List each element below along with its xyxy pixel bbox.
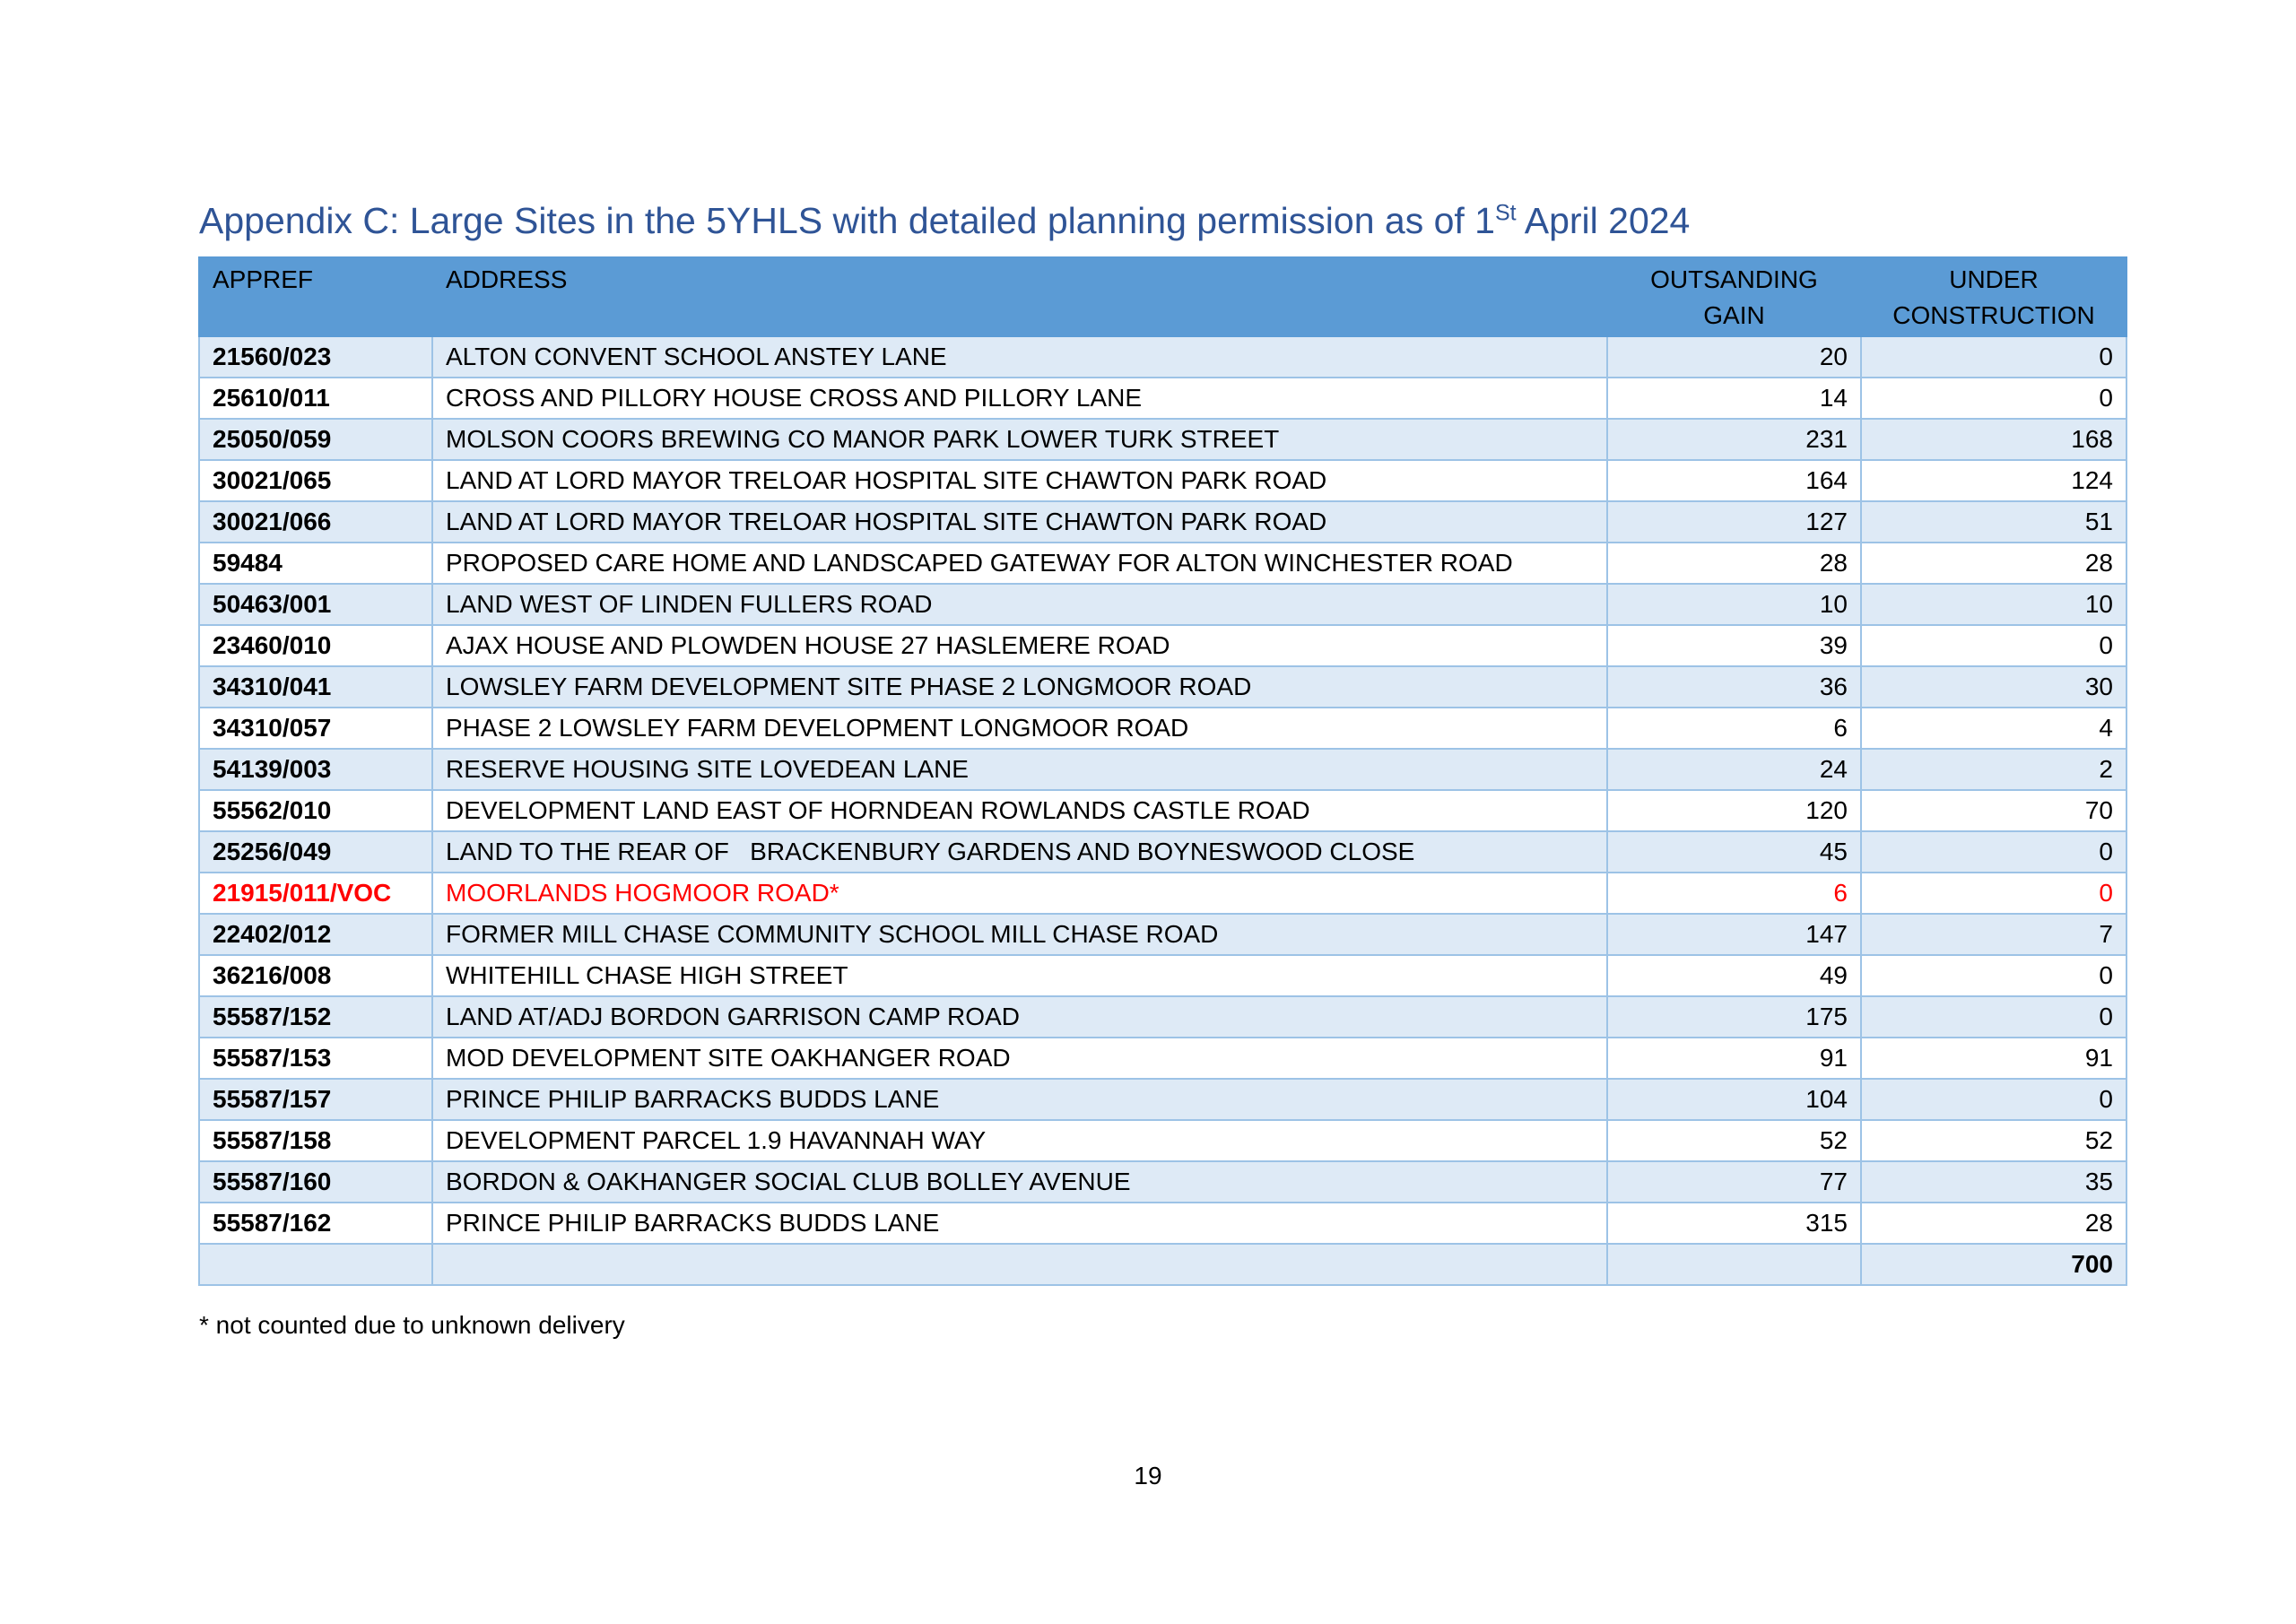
table-row	[199, 584, 2126, 625]
cell-address: DEVELOPMENT PARCEL 1.9 HAVANNAH WAY	[432, 1120, 1607, 1161]
footnote: * not counted due to unknown delivery	[199, 1311, 625, 1339]
cell-gain: 231	[1607, 419, 1861, 460]
cell-address: WHITEHILL CHASE HIGH STREET	[432, 955, 1607, 996]
cell-address: AJAX HOUSE AND PLOWDEN HOUSE 27 HASLEMERE ROAD	[432, 625, 1607, 666]
table-row	[199, 1079, 2126, 1120]
cell-gain: 14	[1607, 378, 1861, 419]
cell-under-construction: 70	[1861, 790, 2126, 831]
cell-address: PRINCE PHILIP BARRACKS BUDDS LANE	[432, 1203, 1607, 1244]
cell-under-construction: 0	[1861, 955, 2126, 996]
cell-gain: 49	[1607, 955, 1861, 996]
table-row	[199, 790, 2126, 831]
cell-under-construction: 28	[1861, 543, 2126, 584]
table-row	[199, 955, 2126, 996]
heading-text: Appendix C: Large Sites in the 5YHLS with detailed planning permission as of 1	[199, 200, 1495, 241]
cell-under-construction: 0	[1861, 378, 2126, 419]
cell-appref: 30021/066	[199, 501, 432, 543]
cell-appref: 55562/010	[199, 790, 432, 831]
cell-gain: 28	[1607, 543, 1861, 584]
cell-address: PROPOSED CARE HOME AND LANDSCAPED GATEWAY FOR ALTON WINCHESTER ROAD	[432, 543, 1607, 584]
cell-gain: 39	[1607, 625, 1861, 666]
cell-gain: 120	[1607, 790, 1861, 831]
cell-address: DEVELOPMENT LAND EAST OF HORNDEAN ROWLANDS CASTLE ROAD	[432, 790, 1607, 831]
header-gain-line1: OUTSANDING	[1650, 265, 1818, 293]
cell-appref: 55587/157	[199, 1079, 432, 1120]
cell-gain: 24	[1607, 749, 1861, 790]
cell-appref: 36216/008	[199, 955, 432, 996]
page-number: 19	[1134, 1462, 1162, 1489]
cell-address: BORDON & OAKHANGER SOCIAL CLUB BOLLEY AVENUE	[432, 1161, 1607, 1203]
table-row	[199, 1038, 2126, 1079]
cell-address: LOWSLEY FARM DEVELOPMENT SITE PHASE 2 LONGMOOR ROAD	[432, 666, 1607, 708]
cell-appref: 22402/012	[199, 914, 432, 955]
cell-appref: 59484	[199, 543, 432, 584]
cell-under-construction: 124	[1861, 460, 2126, 501]
table-row	[199, 419, 2126, 460]
cell-address: MOD DEVELOPMENT SITE OAKHANGER ROAD	[432, 1038, 1607, 1079]
cell-under-construction: 0	[1861, 996, 2126, 1038]
cell-gain: 127	[1607, 501, 1861, 543]
cell-under-construction: 35	[1861, 1161, 2126, 1203]
cell-appref: 30021/065	[199, 460, 432, 501]
table-row	[199, 378, 2126, 419]
total-cell-empty	[1607, 1244, 1861, 1285]
cell-under-construction: 168	[1861, 419, 2126, 460]
table-row	[199, 1161, 2126, 1203]
cell-gain: 77	[1607, 1161, 1861, 1203]
cell-under-construction: 7	[1861, 914, 2126, 955]
header-address: ADDRESS	[432, 257, 1607, 336]
total-under-construction: 700	[1861, 1244, 2126, 1285]
total-cell-empty	[432, 1244, 1607, 1285]
cell-address: CROSS AND PILLORY HOUSE CROSS AND PILLORY LANE	[432, 378, 1607, 419]
table-total-row	[199, 1244, 2126, 1285]
cell-address: LAND TO THE REAR OF BRACKENBURY GARDENS AND BOYNESWOOD CLOSE	[432, 831, 1607, 873]
heading-superscript: St	[1494, 200, 1517, 226]
cell-under-construction: 52	[1861, 1120, 2126, 1161]
cell-gain: 6	[1607, 708, 1861, 749]
cell-gain: 315	[1607, 1203, 1861, 1244]
cell-under-construction: 0	[1861, 625, 2126, 666]
cell-gain: 147	[1607, 914, 1861, 955]
cell-address: FORMER MILL CHASE COMMUNITY SCHOOL MILL CHASE ROAD	[432, 914, 1607, 955]
cell-under-construction: 4	[1861, 708, 2126, 749]
heading-text-end: April 2024	[1516, 200, 1691, 241]
cell-appref: 54139/003	[199, 749, 432, 790]
large-sites-table	[198, 256, 2127, 1286]
table-row	[199, 996, 2126, 1038]
header-outstanding-gain	[1607, 257, 1861, 336]
cell-under-construction: 28	[1861, 1203, 2126, 1244]
cell-appref: 21915/011/VOC	[199, 873, 432, 914]
cell-address: RESERVE HOUSING SITE LOVEDEAN LANE	[432, 749, 1607, 790]
cell-appref: 50463/001	[199, 584, 432, 625]
table-row	[199, 749, 2126, 790]
cell-appref: 25610/011	[199, 378, 432, 419]
table-row	[199, 708, 2126, 749]
header-uc-line1: UNDER	[1949, 265, 2039, 293]
cell-under-construction: 10	[1861, 584, 2126, 625]
table-row	[199, 666, 2126, 708]
cell-gain: 36	[1607, 666, 1861, 708]
table-row	[199, 543, 2126, 584]
cell-under-construction: 91	[1861, 1038, 2126, 1079]
cell-appref: 34310/041	[199, 666, 432, 708]
cell-gain: 104	[1607, 1079, 1861, 1120]
cell-appref: 23460/010	[199, 625, 432, 666]
cell-address: LAND AT LORD MAYOR TRELOAR HOSPITAL SITE CHAWTON PARK ROAD	[432, 460, 1607, 501]
total-cell-empty	[199, 1244, 432, 1285]
table-row	[199, 1203, 2126, 1244]
cell-under-construction: 0	[1861, 831, 2126, 873]
cell-address: MOLSON COORS BREWING CO MANOR PARK LOWER TURK STREET	[432, 419, 1607, 460]
cell-appref: 55587/162	[199, 1203, 432, 1244]
cell-under-construction: 0	[1861, 336, 2126, 378]
cell-address: LAND AT/ADJ BORDON GARRISON CAMP ROAD	[432, 996, 1607, 1038]
table-row	[199, 914, 2126, 955]
cell-appref: 25050/059	[199, 419, 432, 460]
cell-gain: 20	[1607, 336, 1861, 378]
header-under-construction	[1861, 257, 2126, 336]
cell-address: PHASE 2 LOWSLEY FARM DEVELOPMENT LONGMOOR ROAD	[432, 708, 1607, 749]
cell-appref: 55587/153	[199, 1038, 432, 1079]
cell-address: LAND WEST OF LINDEN FULLERS ROAD	[432, 584, 1607, 625]
cell-under-construction: 30	[1861, 666, 2126, 708]
cell-gain: 175	[1607, 996, 1861, 1038]
table-row	[199, 831, 2126, 873]
cell-appref: 55587/160	[199, 1161, 432, 1203]
cell-address: MOORLANDS HOGMOOR ROAD*	[432, 873, 1607, 914]
cell-gain: 45	[1607, 831, 1861, 873]
table-header-row	[199, 257, 2126, 336]
header-appref: APPREF	[199, 257, 432, 336]
table-row	[199, 336, 2126, 378]
cell-address: LAND AT LORD MAYOR TRELOAR HOSPITAL SITE CHAWTON PARK ROAD	[432, 501, 1607, 543]
cell-gain: 164	[1607, 460, 1861, 501]
cell-gain: 52	[1607, 1120, 1861, 1161]
cell-under-construction: 2	[1861, 749, 2126, 790]
cell-gain: 91	[1607, 1038, 1861, 1079]
table-row	[199, 1120, 2126, 1161]
header-uc-line2: CONSTRUCTION	[1892, 301, 2095, 329]
table-row	[199, 460, 2126, 501]
cell-under-construction: 51	[1861, 501, 2126, 543]
table-row	[199, 501, 2126, 543]
cell-address: PRINCE PHILIP BARRACKS BUDDS LANE	[432, 1079, 1607, 1120]
page-heading	[199, 199, 1690, 243]
cell-address: ALTON CONVENT SCHOOL ANSTEY LANE	[432, 336, 1607, 378]
cell-appref: 21560/023	[199, 336, 432, 378]
cell-appref: 34310/057	[199, 708, 432, 749]
cell-under-construction: 0	[1861, 1079, 2126, 1120]
cell-appref: 55587/152	[199, 996, 432, 1038]
table-row-highlighted	[199, 873, 2126, 914]
cell-appref: 25256/049	[199, 831, 432, 873]
cell-gain: 6	[1607, 873, 1861, 914]
table-row	[199, 625, 2126, 666]
cell-appref: 55587/158	[199, 1120, 432, 1161]
cell-under-construction: 0	[1861, 873, 2126, 914]
header-gain-line2: GAIN	[1703, 301, 1765, 329]
cell-gain: 10	[1607, 584, 1861, 625]
